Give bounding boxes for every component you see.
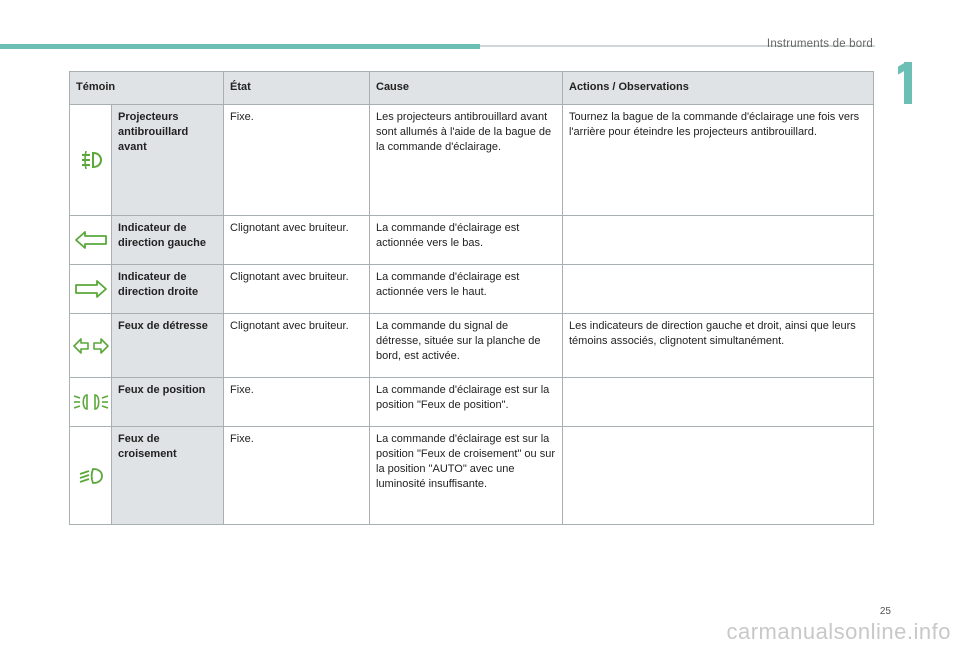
indicator-observation	[563, 427, 874, 525]
table-row	[70, 105, 874, 216]
column-header-cause: Cause	[370, 72, 563, 105]
indicator-cause: La commande du signal de détresse, située sur la planche de bord, est activée.	[370, 314, 563, 378]
indicator-observation: Tournez la bague de la commande d'éclairage une fois vers l'arrière pour éteindre les projecteurs antibrouillard.	[563, 105, 874, 216]
indicator-state: Clignotant avec bruiteur.	[224, 314, 370, 378]
table-row	[70, 265, 874, 314]
indicator-observation	[563, 378, 874, 427]
indicator-name: Feux de détresse	[112, 314, 224, 378]
column-header-temoin: Témoin	[70, 72, 224, 105]
indicator-observation	[563, 216, 874, 265]
page-number: 25	[879, 606, 891, 617]
indicator-cause: Les projecteurs antibrouillard avant sont allumés à l'aide de la bague de la commande d'éclairage.	[370, 105, 563, 216]
left-turn-indicator-icon	[70, 216, 112, 265]
table-row	[70, 427, 874, 525]
header-accent-strip	[0, 44, 480, 49]
indicator-state: Clignotant avec bruiteur.	[224, 265, 370, 314]
indicator-name: Feux de croisement	[112, 427, 224, 525]
table-header-row	[70, 72, 874, 105]
indicator-cause: La commande d'éclairage est actionnée vers le bas.	[370, 216, 563, 265]
indicator-name: Projecteurs antibrouillard avant	[112, 105, 224, 216]
indicator-name: Indicateur de direction droite	[112, 265, 224, 314]
indicator-state: Clignotant avec bruiteur.	[224, 216, 370, 265]
column-header-etat: État	[224, 72, 370, 105]
indicator-state: Fixe.	[224, 378, 370, 427]
column-header-actions: Actions / Observations	[563, 72, 874, 105]
chapter-marker	[898, 62, 914, 104]
watermark: carmanualsonline.info	[726, 619, 951, 644]
dipped-beam-icon	[70, 427, 112, 525]
section-title: Instruments de bord	[766, 38, 873, 50]
indicator-cause: La commande d'éclairage est sur la position "Feux de croisement" ou sur la position "AUTO" avec une luminosité insuffisante.	[370, 427, 563, 525]
table-row	[70, 378, 874, 427]
indicator-table	[69, 71, 874, 525]
right-turn-indicator-icon	[70, 265, 112, 314]
indicator-name: Feux de position	[112, 378, 224, 427]
indicator-state: Fixe.	[224, 427, 370, 525]
hazard-lights-icon	[70, 314, 112, 378]
indicator-name: Indicateur de direction gauche	[112, 216, 224, 265]
table-row	[70, 314, 874, 378]
indicator-cause: La commande d'éclairage est actionnée vers le haut.	[370, 265, 563, 314]
table-row	[70, 216, 874, 265]
front-fog-lamp-icon	[70, 105, 112, 216]
indicator-observation	[563, 265, 874, 314]
indicator-observation: Les indicateurs de direction gauche et droit, ainsi que leurs témoins associés, clignotent simultanément.	[563, 314, 874, 378]
position-lights-icon	[70, 378, 112, 427]
indicator-cause: La commande d'éclairage est sur la position "Feux de position".	[370, 378, 563, 427]
indicator-state: Fixe.	[224, 105, 370, 216]
